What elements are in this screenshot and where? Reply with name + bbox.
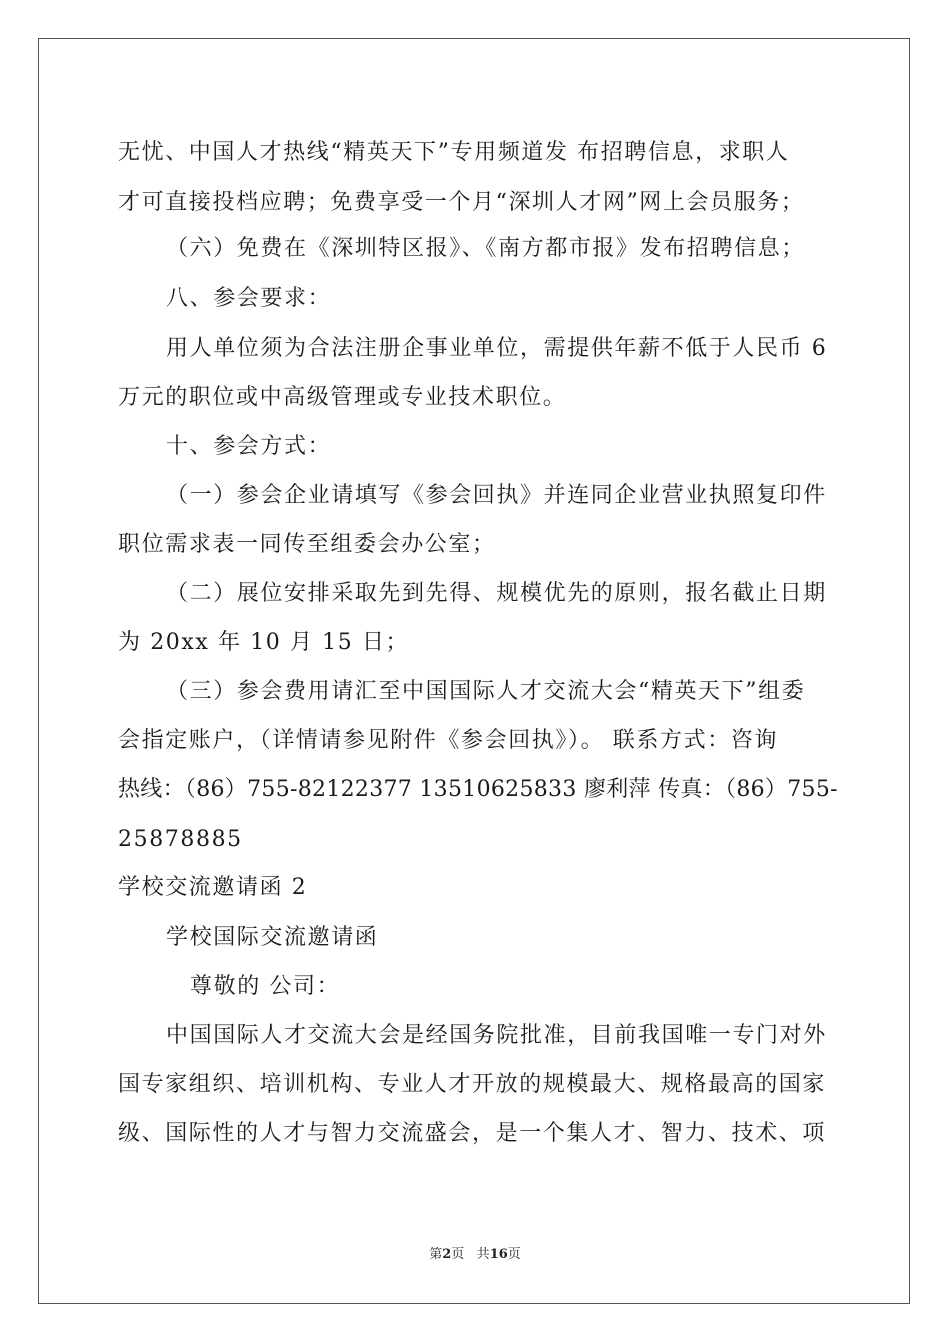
page-suffix: 页 — [451, 1247, 465, 1262]
page-footer — [0, 1246, 950, 1264]
section-heading: 八、参会要求： — [166, 286, 332, 311]
text-line: 会指定账户，（详情请参见附件《参会回执》）。 联系方式：咨询 — [118, 728, 778, 753]
total-prefix: 共 — [476, 1247, 490, 1262]
current-page-number: 2 — [442, 1247, 452, 1262]
text-line: （三）参会费用请汇至中国国际人才交流大会“精英天下”组委 — [166, 679, 806, 704]
letter-salutation: 尊敬的 公司： — [190, 974, 341, 999]
text-line: 国专家组织、培训机构、专业人才开放的规模最大、规格最高的国家 — [118, 1072, 827, 1097]
total-suffix: 页 — [507, 1247, 521, 1262]
text-line: 为 20xx 年 10 月 15 日； — [118, 630, 410, 655]
text-line: 才可直接投档应聘；免费享受一个月“深圳人才网”网上会员服务； — [118, 190, 805, 215]
text-line: 职位需求表一同传至组委会办公室； — [118, 532, 496, 557]
letter-heading: 学校国际交流邀请函 — [166, 925, 379, 950]
text-line: （二）展位安排采取先到先得、规模优先的原则，报名截止日期 — [166, 581, 827, 606]
text-line: 热线：（86）755-82122377 13510625833 廖利萍 传真：（86）755- — [118, 777, 838, 802]
section-heading: 十、参会方式： — [166, 434, 332, 459]
text-line: 用人单位须为合法注册企事业单位，需提供年薪不低于人民币 6 — [166, 336, 828, 361]
text-line: 万元的职位或中高级管理或专业技术职位。 — [118, 385, 567, 410]
letter-title: 学校交流邀请函 2 — [118, 875, 308, 900]
total-page-count: 16 — [489, 1247, 508, 1262]
page-prefix: 第 — [429, 1247, 443, 1262]
text-line: 中国国际人才交流大会是经国务院批准，目前我国唯一专门对外 — [166, 1023, 827, 1048]
text-line: （一）参会企业请填写《参会回执》并连同企业营业执照复印件 — [166, 483, 827, 508]
text-line: 无忧、中国人才热线“精英天下”专用频道发 布招聘信息，求职人 — [118, 140, 790, 165]
text-line: 级、国际性的人才与智力交流盛会，是一个集人才、智力、技术、项 — [118, 1121, 827, 1146]
text-line: 25878885 — [118, 827, 243, 852]
page-border — [38, 38, 910, 1304]
text-line: （六）免费在《深圳特区报》、《南方都市报》发布招聘信息； — [166, 236, 805, 261]
